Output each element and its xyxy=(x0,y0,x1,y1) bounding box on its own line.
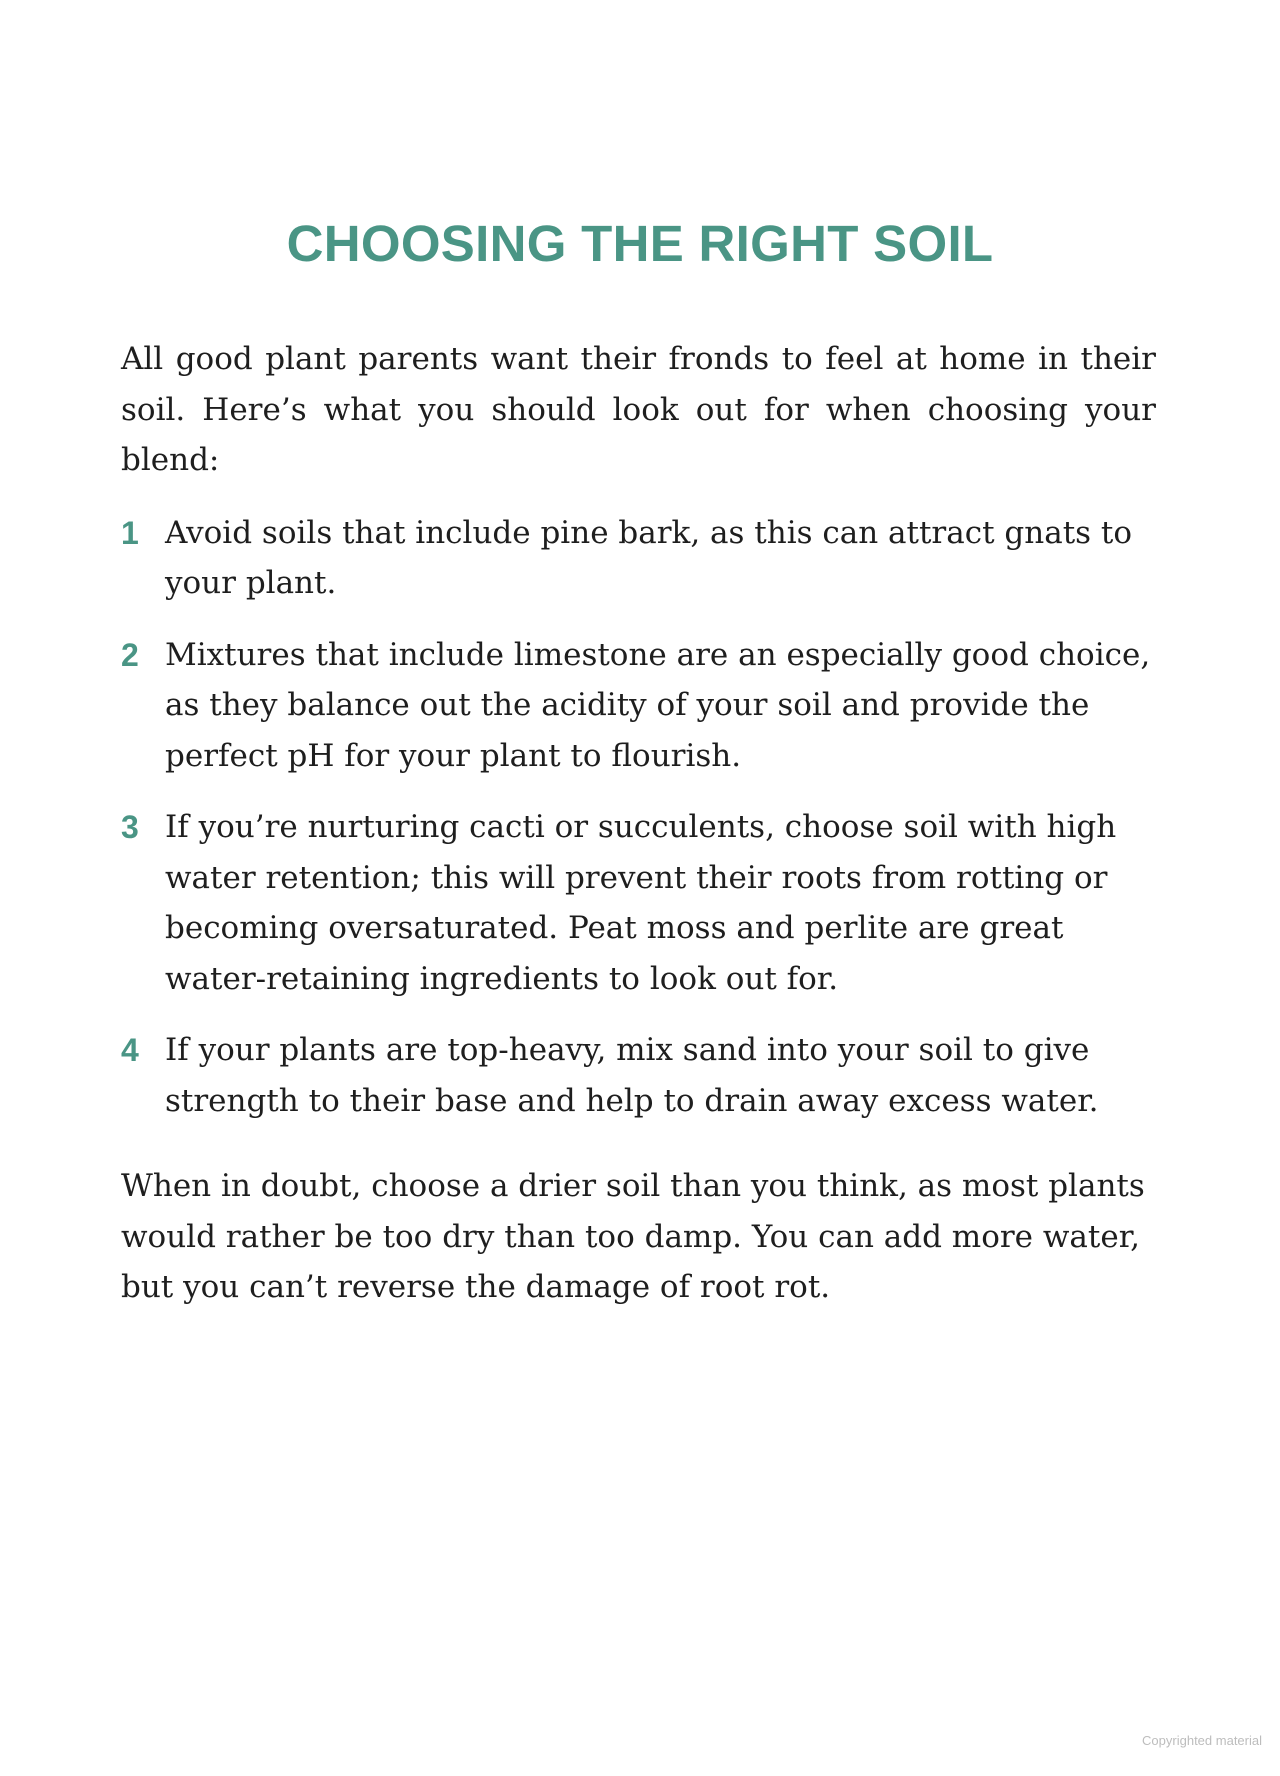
list-item xyxy=(121,1025,1156,1126)
closing-paragraph: When in doubt, choose a drier soil than you think, as most plants would rather be too dry than too damp. You can add more water, but you can’t reverse the damage of root rot. xyxy=(121,1168,1145,1305)
copyright-notice: Copyrighted material xyxy=(1142,1733,1262,1748)
list-item-text: Avoid soils that include pine bark, as this can attract gnats to your plant. xyxy=(165,514,1133,601)
list-item-text: Mixtures that include limestone are an especially good choice, as they balance out the acidity of your soil and provide the perfect pH for your plant to flourish. xyxy=(165,636,1151,774)
list-item-text: If you’re nurturing cacti or succulents, choose soil with high water retention; this will prevent their roots from rotting or becoming oversaturated. Peat moss and perlite are great water-retaining ingredients to look out for. xyxy=(165,809,1117,997)
list-number: 2 xyxy=(121,636,139,673)
list-number: 3 xyxy=(121,809,139,845)
list-number: 4 xyxy=(121,1032,139,1068)
list-item xyxy=(121,630,1156,782)
list-number: 1 xyxy=(121,514,139,551)
list-item xyxy=(121,508,1156,609)
tips-list xyxy=(121,508,1156,1127)
page-content xyxy=(121,334,1156,1313)
page-title: CHOOSING THE RIGHT SOIL xyxy=(286,215,994,272)
list-item-text: If your plants are top-heavy, mix sand into your soil to give strength to their base and help to drain away excess water. xyxy=(165,1032,1099,1119)
list-item xyxy=(121,802,1156,1004)
intro-paragraph: All good plant parents want their fronds to feel at home in their soil. Here’s what you should look out for when choosing your blend: xyxy=(121,341,1156,478)
